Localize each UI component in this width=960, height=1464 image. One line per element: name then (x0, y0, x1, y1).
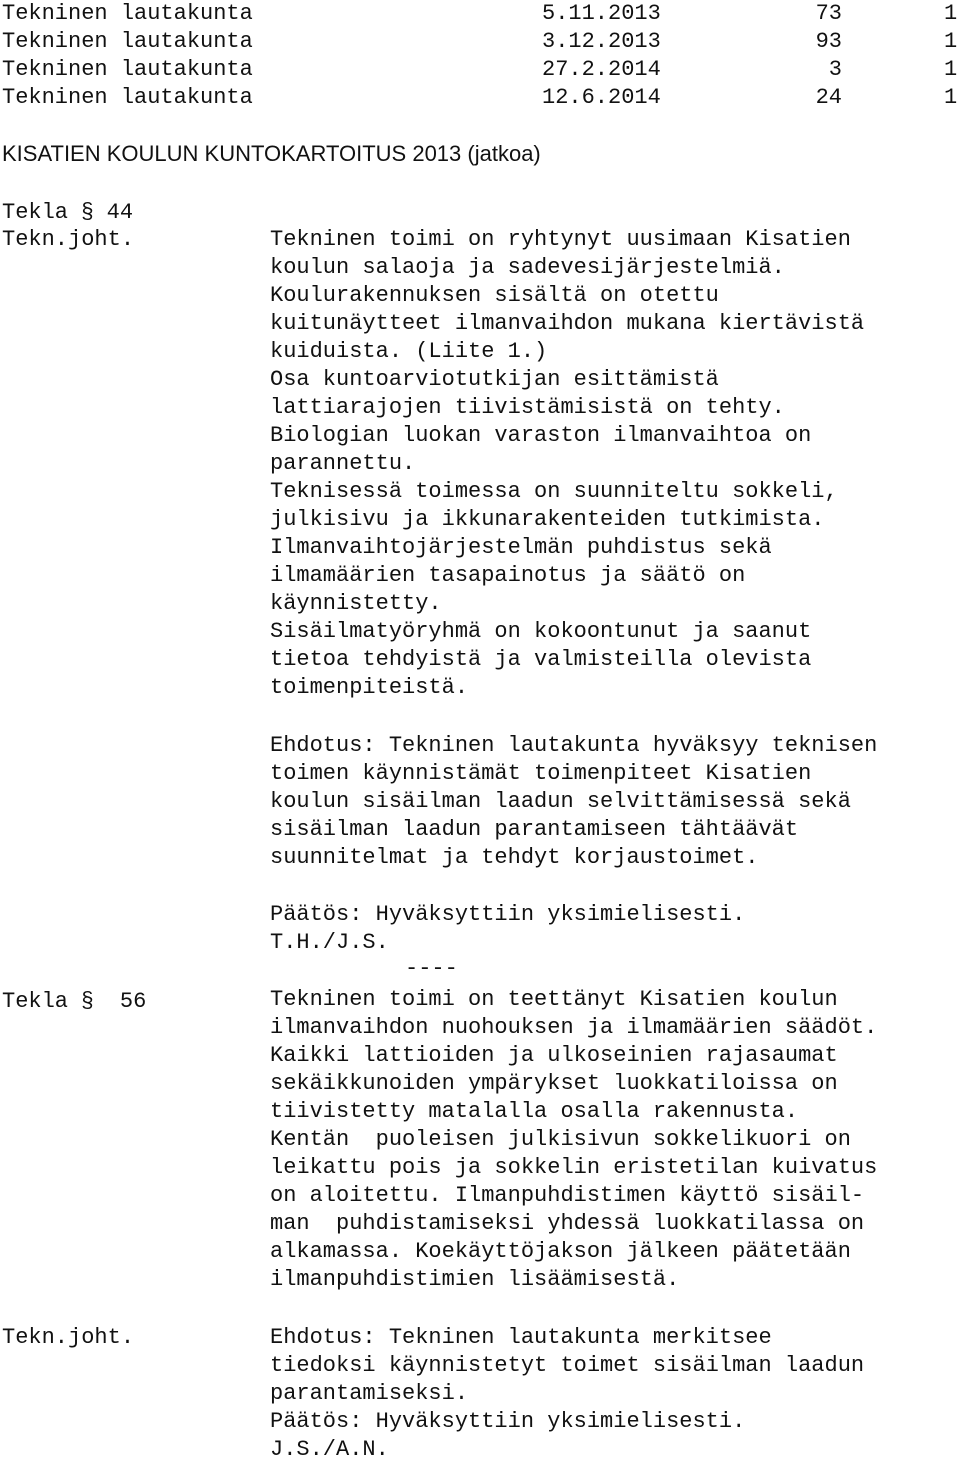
text-line: kuitunäytteet ilmanvaihdon mukana kiertävistä (270, 311, 865, 336)
section-sign: § (81, 987, 94, 1012)
text-line: Sisäilmatyöryhmä on kokoontunut ja saanut (270, 619, 812, 644)
text-line: ilmamäärien tasapainotus ja säätö on (270, 563, 746, 588)
meeting-count: 1 (944, 1, 958, 26)
text-line: koulun salaoja ja sadevesijärjestelmiä. (270, 255, 785, 280)
proposal-line: suunnitelmat ja tehdyt korjaustoimet. (270, 845, 759, 870)
text-line: toimenpiteistä. (270, 675, 469, 700)
presenter: Tekn.joht. (2, 227, 135, 252)
item-44-ref (2, 197, 133, 225)
text-line: Biologian luokan varaston ilmanvaihtoa on (270, 423, 812, 448)
meeting-count: 1 (944, 85, 958, 110)
text-line: leikattu pois ja sokkelin eristetilan kuivatus (270, 1155, 878, 1180)
item-label: Tekla (2, 989, 69, 1014)
separator: ---- (405, 956, 458, 981)
proposal-line: Ehdotus: Tekninen lautakunta merkitsee (270, 1325, 772, 1350)
meeting-body: Tekninen lautakunta (2, 85, 253, 110)
meeting-date: 27.2.2014 (542, 57, 661, 82)
meeting-body: Tekninen lautakunta (2, 1, 253, 26)
text-line: Koulurakennuksen sisältä on otettu (270, 283, 719, 308)
text-line: sekäikkunoiden ympärykset luokkatiloissa on (270, 1071, 838, 1096)
proposal-line: sisäilman laadun parantamiseen tähtäävät (270, 817, 799, 842)
meeting-body: Tekninen lautakunta (2, 57, 253, 82)
text-line: tiivistetty matalalla osalla rakennusta. (270, 1099, 799, 1124)
meeting-section-number: 3 (828, 57, 842, 82)
text-line: käynnistetty. (270, 591, 442, 616)
text-line: tietoa tehdyistä ja valmisteilla olevista (270, 647, 812, 672)
text-line: ilmanvaihdon nuohouksen ja ilmamäärien säädöt. (270, 1015, 878, 1040)
text-line: alkamassa. Koekäyttöjakson jälkeen päätetään (270, 1239, 851, 1264)
meeting-body: Tekninen lautakunta (2, 29, 253, 54)
proposal-line: tiedoksi käynnistetyt toimet sisäilman laadun (270, 1353, 865, 1378)
meeting-section-number: 24 (815, 85, 842, 110)
item-label: Tekla (2, 200, 69, 225)
proposal-line: parantamiseksi. (270, 1381, 469, 1406)
decision: Päätös: Hyväksyttiin yksimielisesti. (270, 902, 746, 927)
meeting-date: 12.6.2014 (542, 85, 661, 110)
item-number: 56 (119, 989, 147, 1014)
text-line: ilmanpuhdistimien lisäämisestä. (270, 1267, 680, 1292)
text-line: julkisivu ja ikkunarakenteiden tutkimista. (270, 507, 825, 532)
text-line: Teknisessä toimessa on suunniteltu sokkeli, (270, 479, 838, 504)
section-sign: § (81, 198, 94, 223)
proposal-line: toimen käynnistämät toimenpiteet Kisatien (270, 761, 812, 786)
text-line: lattiarajojen tiivistämisistä on tehty. (270, 395, 785, 420)
text-line: on aloitettu. Ilmanpuhdistimen käyttö sisäil- (270, 1183, 865, 1208)
proposal-line: koulun sisäilman laadun selvittämisessä sekä (270, 789, 851, 814)
presenter: Tekn.joht. (2, 1325, 135, 1350)
proposal-line: Ehdotus: Tekninen lautakunta hyväksyy teknisen (270, 733, 878, 758)
text-line: kuiduista. (Liite 1.) (270, 339, 548, 364)
meeting-date: 5.11.2013 (542, 1, 661, 26)
meeting-count: 1 (944, 57, 958, 82)
text-line: man puhdistamiseksi yhdessä luokkatilassa on (270, 1211, 865, 1236)
initials: J.S./A.N. (270, 1437, 389, 1462)
text-line: Kaikki lattioiden ja ulkoseinien rajasaumat (270, 1043, 838, 1068)
meeting-date: 3.12.2013 (542, 29, 661, 54)
text-line: Tekninen toimi on ryhtynyt uusimaan Kisatien (270, 227, 851, 252)
meeting-section-number: 93 (815, 29, 842, 54)
meeting-section-number: 73 (815, 1, 842, 26)
initials: T.H./J.S. (270, 930, 389, 955)
text-line: parannettu. (270, 451, 416, 476)
text-line: Ilmanvaihtojärjestelmän puhdistus sekä (270, 535, 772, 560)
text-line: Tekninen toimi on teettänyt Kisatien koulun (270, 987, 838, 1012)
item-56-ref (2, 986, 146, 1014)
text-line: Osa kuntoarviotutkijan esittämistä (270, 367, 719, 392)
document-heading: KISATIEN KOULUN KUNTOKARTOITUS 2013 (jatkoa) (2, 141, 541, 166)
text-line: Kentän puoleisen julkisivun sokkelikuori on (270, 1127, 851, 1152)
decision: Päätös: Hyväksyttiin yksimielisesti. (270, 1409, 746, 1434)
item-number: 44 (106, 200, 134, 225)
meeting-count: 1 (944, 29, 958, 54)
